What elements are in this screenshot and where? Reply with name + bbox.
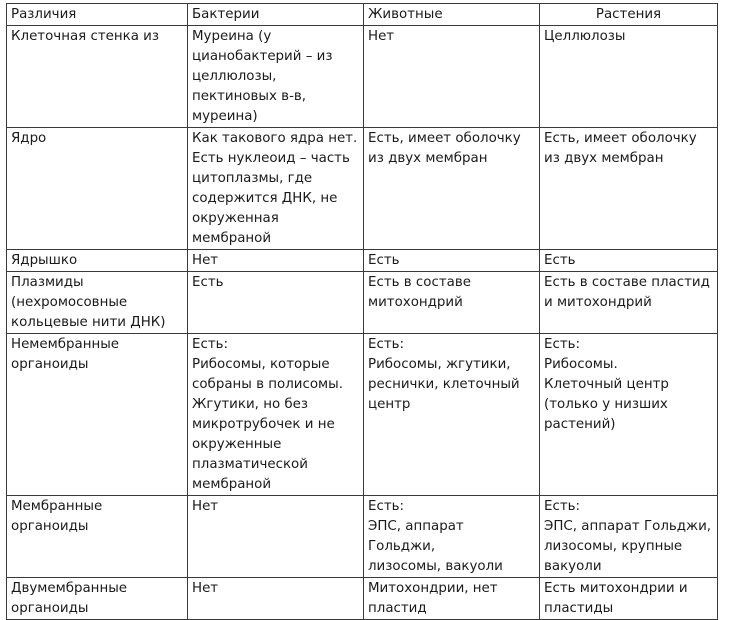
comparison-table: [6, 3, 718, 620]
cell-animals: Есть: ЭПС, аппарат Гольджи, лизосомы, вакуоли: [364, 496, 540, 578]
cell-bacteria: Нет: [188, 578, 364, 620]
cell-plants: Есть: ЭПС, аппарат Гольджи, лизосомы, крупные вакуоли: [540, 496, 718, 578]
cell-feature: Ядрышко: [7, 250, 188, 272]
row-double-membrane-organelles: [7, 578, 718, 620]
cell-feature: Немембранные органоиды: [7, 334, 188, 496]
row-nonmembrane-organelles: [7, 334, 718, 496]
cell-feature: Ядро: [7, 128, 188, 250]
cell-plants: Есть в составе пластид и митохондрий: [540, 272, 718, 334]
header-plants: Растения: [540, 4, 718, 26]
cell-plants: Есть: [540, 250, 718, 272]
row-cell-wall: [7, 26, 718, 128]
cell-bacteria: Муреина (у цианобактерий – из целлюлозы, пектиновых в-в, муреина): [188, 26, 364, 128]
cell-animals: Митохондрии, нет пластид: [364, 578, 540, 620]
cell-feature: Плазмиды (нехромосовные кольцевые нити ДНК): [7, 272, 188, 334]
cell-feature: Двумембранные органоиды: [7, 578, 188, 620]
cell-feature: Мембранные органоиды: [7, 496, 188, 578]
cell-animals: Нет: [364, 26, 540, 128]
cell-bacteria: Нет: [188, 496, 364, 578]
row-plasmids: [7, 272, 718, 334]
cell-animals: Есть: [364, 250, 540, 272]
header-differences: Различия: [7, 4, 188, 26]
cell-bacteria: Есть: [188, 272, 364, 334]
row-membrane-organelles: [7, 496, 718, 578]
header-bacteria: Бактерии: [188, 4, 364, 26]
row-nucleolus: [7, 250, 718, 272]
cell-bacteria: Нет: [188, 250, 364, 272]
header-animals: Животные: [364, 4, 540, 26]
cell-plants: Есть: Рибосомы. Клеточный центр (только у низших растений): [540, 334, 718, 496]
row-nucleus: [7, 128, 718, 250]
cell-animals: Есть: Рибосомы, жгутики, реснички, клеточный центр: [364, 334, 540, 496]
cell-plants: Есть, имеет оболочку из двух мембран: [540, 128, 718, 250]
cell-plants: Есть митохондрии и пластиды: [540, 578, 718, 620]
cell-bacteria: Есть: Рибосомы, которые собраны в полисомы. Жгутики, но без микротрубочек и не окруженные плазматической мембраной: [188, 334, 364, 496]
cell-animals: Есть, имеет оболочку из двух мембран: [364, 128, 540, 250]
cell-feature: Клеточная стенка из: [7, 26, 188, 128]
header-row: [7, 4, 718, 26]
cell-plants: Целлюлозы: [540, 26, 718, 128]
cell-animals: Есть в составе митохондрий: [364, 272, 540, 334]
cell-bacteria: Как такового ядра нет. Есть нуклеоид – часть цитоплазмы, где содержится ДНК, не окруженная мембраной: [188, 128, 364, 250]
